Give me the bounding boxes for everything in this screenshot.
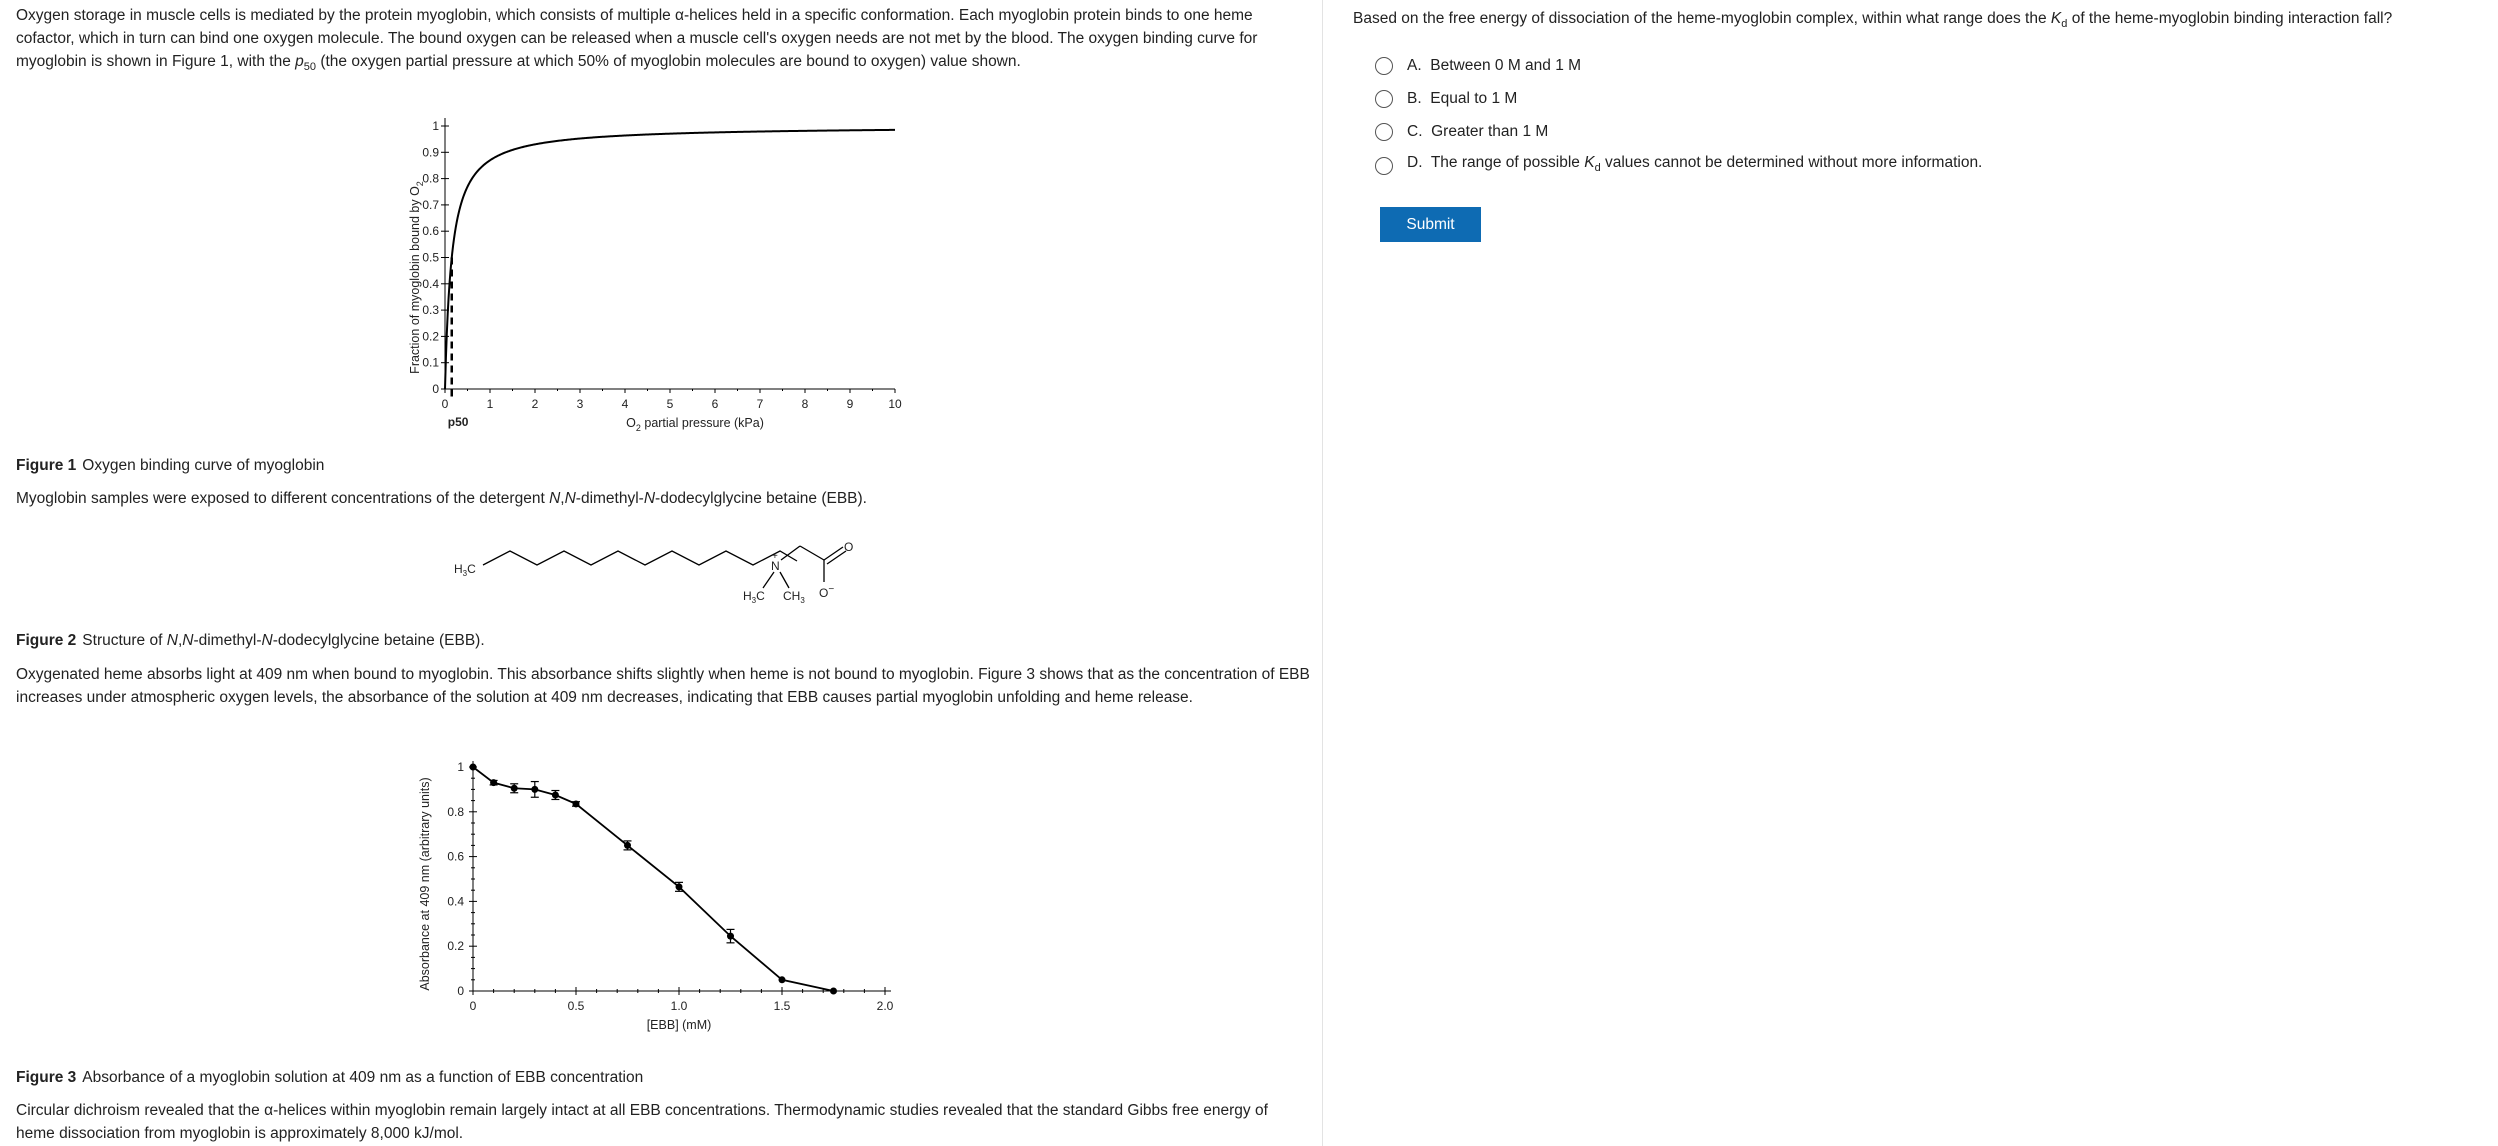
fig1-p50-label: p50 bbox=[447, 415, 469, 429]
fig1-y-tick-label: 0.2 bbox=[422, 329, 439, 344]
figure1-caption: Figure 1 Oxygen binding curve of myoglobin bbox=[16, 457, 325, 474]
fig1-x-tick-label: 10 bbox=[888, 397, 902, 411]
question-stem: Based on the free energy of dissociation of the heme-myoglobin complex, within what range does the $K_d$ of the heme-myoglobin binding interaction fall? bbox=[1353, 10, 2393, 31]
fig1-y-tick-label: 0 bbox=[432, 382, 439, 396]
fig1-y-tick-label: 0.9 bbox=[422, 145, 439, 160]
fig3-x-tick-label: 2.0 bbox=[876, 999, 894, 1013]
fig1-y-tick-label: 0.7 bbox=[422, 197, 439, 212]
fig3-y-tick-label: 0.4 bbox=[447, 894, 464, 909]
ebb-structure-diagram bbox=[440, 530, 880, 610]
submit-button[interactable]: Submit bbox=[1380, 207, 1481, 242]
ebb-h3c-left: $H_3C$ bbox=[454, 562, 476, 578]
fig3-data-point bbox=[573, 800, 580, 807]
fig1-y-axis-label: Fraction of myoglobin bound by $O_2$ bbox=[408, 181, 425, 374]
fig1-x-tick-label: 7 bbox=[756, 397, 764, 411]
absorbance-vs-ebb-chart bbox=[415, 755, 915, 1050]
ebb-alkyl-chain bbox=[483, 551, 797, 565]
option-a-radio[interactable] bbox=[1375, 57, 1393, 75]
fig1-x-tick-label: 1 bbox=[486, 397, 494, 411]
fig1-x-tick-label: 9 bbox=[846, 397, 854, 411]
option-d[interactable]: D. The range of possible $K_d$ values cannot be determined without more information. bbox=[1375, 153, 1982, 179]
option-b-radio[interactable] bbox=[1375, 90, 1393, 108]
fig3-data-point bbox=[511, 785, 518, 792]
fig3-data-line bbox=[473, 767, 834, 991]
fig3-ticks bbox=[447, 760, 893, 1013]
fig1-x-axis-label: $O_2$ partial pressure (kPa) bbox=[626, 416, 764, 433]
fig3-y-tick-label: 0.2 bbox=[447, 939, 464, 954]
question-pane bbox=[1323, 0, 2498, 1146]
fig3-data-point bbox=[727, 933, 734, 940]
fig3-data-point bbox=[470, 764, 477, 771]
fig3-y-tick-label: 1 bbox=[457, 760, 464, 774]
option-b[interactable]: B. Equal to 1 M bbox=[1375, 86, 1517, 112]
fig1-ticks bbox=[422, 119, 902, 411]
fig3-y-tick-label: 0.6 bbox=[447, 849, 464, 864]
figure3-caption: Figure 3 Absorbance of a myoglobin solution at 409 nm as a function of EBB concentration bbox=[16, 1069, 644, 1086]
fig1-x-tick-label: 8 bbox=[801, 397, 809, 411]
fig3-data-point bbox=[779, 976, 786, 983]
fig1-y-tick-label: 0.3 bbox=[422, 303, 439, 318]
fig1-y-tick-label: 0.8 bbox=[422, 171, 439, 186]
ebb-bond-ch2-c bbox=[800, 546, 824, 560]
fig1-x-tick-label: 2 bbox=[531, 397, 539, 411]
ebb-bond-n-me1 bbox=[763, 572, 774, 588]
fig1-x-tick-label: 4 bbox=[621, 397, 629, 411]
fig1-y-tick-label: 0.4 bbox=[422, 276, 439, 291]
fig1-x-tick-label: 0 bbox=[441, 397, 449, 411]
fig1-x-tick-label: 6 bbox=[711, 397, 719, 411]
fig3-x-tick-label: 1.5 bbox=[773, 999, 791, 1013]
ebb-ch3: $CH_3$ bbox=[783, 589, 805, 605]
detergent-paragraph: Myoglobin samples were exposed to different concentrations of the detergent N,N-dimethyl-N-dodecylglycine betaine (EBB). bbox=[16, 490, 867, 507]
fig3-axes bbox=[473, 761, 891, 991]
fig1-binding-curve bbox=[445, 130, 895, 389]
option-a[interactable]: A. Between 0 M and 1 M bbox=[1375, 53, 1581, 79]
option-d-radio[interactable] bbox=[1375, 157, 1393, 175]
option-c[interactable]: C. Greater than 1 M bbox=[1375, 119, 1548, 145]
fig3-data-point bbox=[830, 988, 837, 995]
fig1-y-tick-label: 1 bbox=[432, 119, 439, 133]
fig1-x-tick-label: 5 bbox=[666, 397, 674, 411]
fig3-data-points bbox=[470, 764, 838, 995]
fig3-x-axis-label: [EBB] (mM) bbox=[646, 1018, 712, 1032]
ebb-n-plus: + bbox=[772, 551, 778, 562]
ebb-o-minus: O− bbox=[819, 584, 835, 600]
figure2-caption: Figure 2 Structure of N,N-dimethyl-N-dodecylglycine betaine (EBB). bbox=[16, 632, 485, 649]
fig1-y-tick-label: 0.1 bbox=[422, 355, 439, 370]
thermodynamics-paragraph: Circular dichroism revealed that the α-helices within myoglobin remain largely intact at all EBB concentrations. Thermodynamic studies revealed that the standard Gibbs free energy of heme dissociation from myoglobin is approximately 8,000 kJ/mol. bbox=[16, 1102, 1268, 1142]
fig3-x-tick-label: 0.5 bbox=[567, 999, 585, 1013]
fig3-data-point bbox=[531, 786, 538, 793]
ebb-o-top: O bbox=[844, 540, 854, 554]
ebb-bond-n-me2 bbox=[780, 572, 789, 588]
fig3-data-point bbox=[624, 842, 631, 849]
absorbance-paragraph: Oxygenated heme absorbs light at 409 nm when bound to myoglobin. This absorbance shifts slightly when heme is not bound to myoglobin. Figure 3 shows that as the concentration of EBB increases under atmospheric oxygen levels, the absorbance of the solution at 409 nm decreases, indicating that EBB causes partial myoglobin unfolding and heme release. bbox=[16, 666, 1310, 706]
fig3-data-point bbox=[676, 883, 683, 890]
fig3-x-tick-label: 0 bbox=[469, 999, 477, 1013]
option-c-radio[interactable] bbox=[1375, 123, 1393, 141]
ebb-bond-c-o-double-1 bbox=[824, 547, 843, 560]
oxygen-binding-curve-chart bbox=[405, 112, 925, 442]
fig3-data-point bbox=[490, 779, 497, 786]
fig1-y-tick-label: 0.5 bbox=[422, 250, 439, 265]
fig1-y-tick-label: 0.6 bbox=[422, 224, 439, 239]
intro-paragraph: Oxygen storage in muscle cells is mediated by the protein myoglobin, which consists of multiple α-helices held in a specific conformation. Each myoglobin protein binds to one heme cofactor, which in turn can bind one oxygen molecule. The bound oxygen can be released when a muscle cell's oxygen needs are not met by the blood. The oxygen binding curve for myoglobin is shown in Figure 1, with the $p_{50}$ (the oxygen partial pressure at which 50% of myoglobin molecules are bound to oxygen) value shown. bbox=[16, 7, 1258, 74]
ebb-n-atom: N bbox=[771, 559, 780, 573]
fig3-y-axis-label: Absorbance at 409 nm (arbitrary units) bbox=[418, 777, 432, 991]
fig3-data-point bbox=[552, 792, 559, 799]
fig3-x-tick-label: 1.0 bbox=[670, 999, 688, 1013]
fig3-y-tick-label: 0 bbox=[457, 984, 464, 998]
fig1-x-tick-label: 3 bbox=[576, 397, 584, 411]
ebb-h3c-bottom: $H_3C$ bbox=[743, 589, 765, 605]
fig1-axes bbox=[445, 118, 895, 389]
fig3-y-tick-label: 0.8 bbox=[447, 804, 464, 819]
